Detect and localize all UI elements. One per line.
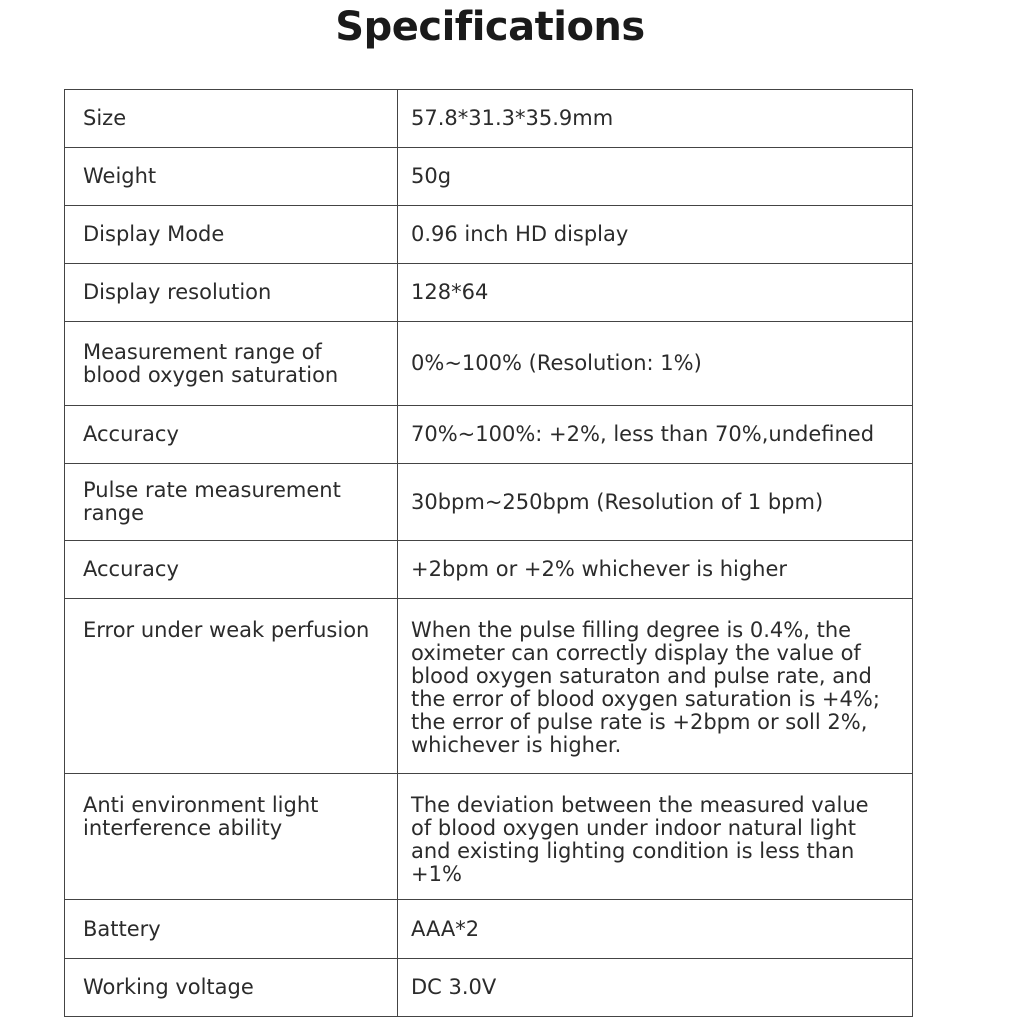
spec-value: The deviation between the measured value of blood oxygen under indoor natural light and existing lighting condition is less than +1% [398, 774, 913, 900]
specifications-table [64, 89, 913, 1017]
spec-label: Weight [65, 148, 398, 206]
spec-value: When the pulse filling degree is 0.4%, the oximeter can correctly display the value of blood oxygen saturaton and pulse rate, and the error of blood oxygen saturation is +4%; the error of pulse rate is +2bpm or soll 2%, whichever is higher. [398, 599, 913, 774]
spec-value: 57.8*31.3*35.9mm [398, 90, 913, 148]
spec-value: AAA*2 [398, 900, 913, 959]
table-row [65, 148, 913, 206]
spec-label: Working voltage [65, 959, 398, 1017]
spec-value: 0%~100% (Resolution: 1%) [398, 322, 913, 406]
spec-label: Battery [65, 900, 398, 959]
spec-label: Error under weak perfusion [65, 599, 398, 774]
table-row [65, 90, 913, 148]
spec-label: Pulse rate measurement range [65, 464, 398, 541]
spec-label: Anti environment light interference ability [65, 774, 398, 900]
table-row [65, 900, 913, 959]
spec-label: Display resolution [65, 264, 398, 322]
spec-label: Accuracy [65, 406, 398, 464]
table-row [65, 206, 913, 264]
spec-value: 0.96 inch HD display [398, 206, 913, 264]
spec-label: Size [65, 90, 398, 148]
spec-value: 128*64 [398, 264, 913, 322]
page-title: Specifications [335, 4, 645, 50]
table-row [65, 541, 913, 599]
spec-value: 70%~100%: +2%, less than 70%,undefined [398, 406, 913, 464]
spec-label: Display Mode [65, 206, 398, 264]
spec-value: +2bpm or +2% whichever is higher [398, 541, 913, 599]
table-row [65, 599, 913, 774]
table-row [65, 406, 913, 464]
table-row [65, 464, 913, 541]
spec-value: 50g [398, 148, 913, 206]
spec-value: DC 3.0V [398, 959, 913, 1017]
table-row [65, 322, 913, 406]
table-row [65, 774, 913, 900]
table-row [65, 959, 913, 1017]
table-row [65, 264, 913, 322]
spec-label: Measurement range of blood oxygen saturation [65, 322, 398, 406]
spec-label: Accuracy [65, 541, 398, 599]
spec-value: 30bpm~250bpm (Resolution of 1 bpm) [398, 464, 913, 541]
